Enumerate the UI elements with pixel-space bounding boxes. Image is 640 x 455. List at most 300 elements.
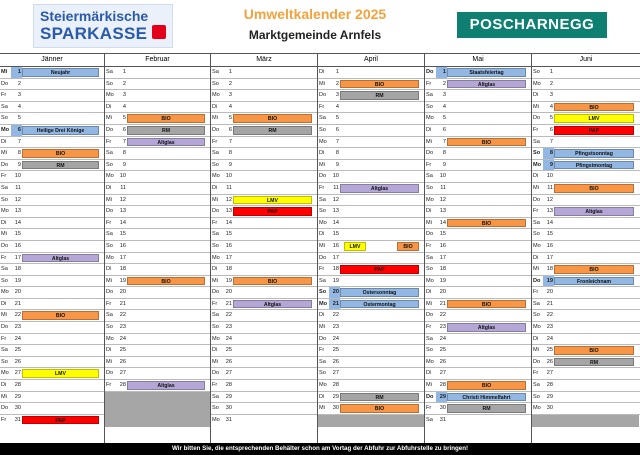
day-row [211,322,317,334]
weekday-label: Do [426,393,434,400]
day-number: 27 [119,370,126,377]
day-number: 11 [440,184,446,191]
day-number: 14 [119,219,126,226]
weekday-label: Di [106,347,112,354]
day-number: 29 [332,393,339,400]
day-row [211,334,317,346]
weekday-label: Mi [533,266,539,273]
event-bio: BIO [233,114,312,123]
day-row [105,148,210,160]
day-row [211,299,317,311]
day-row [105,137,210,149]
day-number: 7 [442,138,446,145]
day-number: 26 [439,358,446,365]
weekday-label: So [106,242,113,249]
day-number: 8 [442,150,446,157]
weekday-label: Mi [319,161,325,168]
day-number: 22 [546,312,553,319]
day-row [105,241,210,253]
weekday-label: So [533,69,540,75]
event-holiday: Heilige Drei Könige [22,126,99,135]
weekday-label: So [212,405,219,412]
event-holiday: Ostersonntag [340,288,419,297]
bank-name-line2: SPARKASSE [40,24,148,43]
weekday-label: Sa [533,300,540,307]
day-number: 15 [546,231,553,238]
day-number: 6 [122,126,126,133]
day-number: 3 [549,92,553,99]
weekday-label: So [533,231,540,238]
day-row [318,102,424,114]
day-number: 28 [332,382,339,389]
day-number: 28 [546,382,553,389]
weekday-label: Mi [533,184,539,191]
day-number: 8 [17,150,21,157]
day-number: 31 [225,416,232,423]
day-number: 9 [228,161,232,168]
month-column [532,54,640,444]
day-number: 22 [14,312,21,319]
event-lmv: LMV [344,242,366,251]
day-number: 17 [439,254,446,261]
weekday-label: Di [533,173,539,180]
day-number: 26 [546,358,553,365]
day-number: 1 [335,69,339,75]
event-bio: BIO [340,404,419,413]
empty-days-filler [532,415,639,427]
day-row [532,218,640,230]
weekday-label: Mi [106,358,112,365]
weekday-label: Mo [533,242,541,249]
day-number: 20 [225,289,232,296]
day-row [425,357,531,369]
weekday-label: Fr [319,184,325,191]
day-row [105,171,210,183]
day-row [211,79,317,91]
day-row [318,253,424,265]
day-row [0,195,104,207]
day-row [0,403,104,415]
day-row [105,102,210,114]
day-number: 25 [332,347,339,354]
weekday-label: Do [212,289,220,296]
day-row [0,113,104,125]
sparkasse-logo [33,4,173,48]
day-row [105,195,210,207]
day-row [211,183,317,195]
day-row [532,287,640,299]
day-row [425,276,531,288]
weekday-label: Mo [533,80,541,87]
day-row [532,79,640,91]
day-row [105,90,210,102]
day-number: 4 [228,103,232,110]
day-number: 24 [546,335,553,342]
day-number: 19 [225,277,232,284]
event-holiday: Staatsfeiertag [447,68,526,77]
day-number: 9 [543,160,554,171]
weekday-label: So [426,103,433,110]
event-bio: BIO [447,219,526,228]
event-bio: BIO [554,265,634,274]
day-number: 16 [332,242,339,249]
weekday-label: Fr [212,138,218,145]
day-row [105,125,210,137]
day-number: 21 [14,300,21,307]
day-number: 4 [17,103,21,110]
bank-name-line1: Steiermärkische [40,8,149,24]
day-row [318,264,424,276]
weekday-label: Fr [106,138,112,145]
day-row [425,160,531,172]
day-row [425,334,531,346]
weekday-label: Mo [212,416,220,423]
day-number: 12 [14,196,21,203]
day-row [0,79,104,91]
weekday-label: Di [319,69,325,75]
weekday-label: Di [319,150,325,157]
weekday-label: Fr [426,324,432,331]
day-number: 3 [335,92,339,99]
weekday-label: So [212,161,219,168]
day-number: 30 [225,405,232,412]
day-number: 18 [332,266,339,273]
day-row [318,299,424,311]
weekday-label: Do [426,312,434,319]
day-number: 17 [119,254,126,261]
weekday-label: Do [106,370,114,377]
weekday-label: Sa [426,254,433,261]
day-number: 10 [332,173,339,180]
day-row [425,287,531,299]
weekday-label: Do [319,92,327,99]
weekday-label: So [319,370,326,377]
event-bio: BIO [127,277,205,286]
day-row [318,380,424,392]
weekday-label: Fr [319,266,325,273]
weekday-label: Mi [106,115,112,122]
day-number: 13 [225,208,232,215]
weekday-label: Mo [426,277,434,284]
day-row [211,241,317,253]
day-number: 20 [439,289,446,296]
day-number: 25 [439,347,446,354]
event-rm: RM [22,161,99,170]
weekday-label: Di [212,103,218,110]
weekday-label: Sa [426,416,433,423]
weekday-label: Mo [426,196,434,203]
weekday-label: So [1,277,8,284]
day-number: 8 [122,150,126,157]
day-number: 12 [546,196,553,203]
day-row [532,322,640,334]
day-number: 16 [439,242,446,249]
event-lmv: LMV [554,114,634,123]
day-row [105,287,210,299]
day-number: 28 [439,382,446,389]
weekday-label: Fr [426,80,432,87]
weekday-label: Sa [1,347,8,354]
day-number: 27 [439,370,446,377]
day-number: 30 [14,405,21,412]
day-number: 25 [14,347,21,354]
day-number: 14 [546,219,553,226]
event-pap: PAP [22,416,99,425]
day-row [0,310,104,322]
weekday-label: Mi [1,150,7,157]
sparkasse-s-icon [152,25,166,39]
day-row [318,334,424,346]
day-row [211,137,317,149]
day-number: 30 [546,405,553,412]
day-number: 2 [335,80,339,87]
day-number: 6 [228,126,232,133]
empty-days-filler [318,415,424,427]
event-altglas: Altglas [340,184,419,193]
day-number: 24 [332,335,339,342]
day-row [532,113,640,125]
weekday-label: Sa [212,393,219,400]
day-row [425,67,531,79]
weekday-label: So [212,324,219,331]
day-row [105,264,210,276]
day-row [105,253,210,265]
day-row [0,171,104,183]
weekday-label: Di [106,266,112,273]
weekday-label: Fr [212,219,218,226]
weekday-label: Do [533,196,541,203]
day-row [318,113,424,125]
day-row [532,229,640,241]
day-number: 10 [439,173,446,180]
weekday-label: Mo [212,254,220,261]
day-number: 5 [122,115,126,122]
day-row [425,345,531,357]
day-row [105,183,210,195]
day-number: 21 [119,300,126,307]
day-row [211,310,317,322]
weekday-label: Sa [212,231,219,238]
day-number: 8 [228,150,232,157]
day-row [105,160,210,172]
day-number: 1 [122,69,126,75]
day-row [425,415,531,427]
day-row [105,368,210,380]
day-row [318,322,424,334]
weekday-label: Fr [426,405,432,412]
day-row [532,253,640,265]
day-number: 7 [335,138,339,145]
weekday-label: So [426,266,433,273]
day-number: 3 [17,92,21,99]
event-pap: PAP [233,207,312,216]
day-row [0,357,104,369]
day-number: 24 [439,335,446,342]
weekday-label: Mi [1,393,7,400]
weekday-label: Mo [533,324,541,331]
day-row [532,345,640,357]
event-bio: BIO [554,184,634,193]
weekday-label: Di [426,208,432,215]
weekday-label: Do [319,254,327,261]
day-number: 14 [14,219,21,226]
day-number: 3 [228,92,232,99]
day-number: 1 [549,69,553,75]
weekday-label: Sa [426,335,433,342]
day-number: 28 [225,382,232,389]
day-number: 21 [225,300,232,307]
day-row [105,79,210,91]
weekday-label: Fr [319,347,325,354]
day-row [0,334,104,346]
weekday-label: Do [106,126,114,133]
day-row [425,241,531,253]
day-row [211,218,317,230]
day-number: 10 [119,173,126,180]
day-row [532,310,640,322]
day-row [0,160,104,172]
day-number: 21 [329,299,340,310]
day-row [318,310,424,322]
day-number: 11 [15,184,21,191]
day-row [211,357,317,369]
weekday-label: Di [319,231,325,238]
day-number: 29 [546,393,553,400]
day-row [532,160,640,172]
day-number: 20 [14,289,21,296]
event-rm: RM [447,404,526,413]
day-row [0,299,104,311]
day-row [0,345,104,357]
day-row [532,276,640,288]
weekday-label: Fr [106,300,112,307]
day-number: 25 [225,347,232,354]
day-number: 14 [332,219,339,226]
day-number: 12 [225,196,232,203]
weekday-label: Mi [426,300,432,307]
weekday-label: Do [1,324,9,331]
weekday-label: Mo [1,289,9,296]
event-rm: RM [554,358,634,367]
day-number: 23 [546,324,553,331]
weekday-label: Mo [533,405,541,412]
weekday-label: Mo [1,208,9,215]
day-row [0,125,104,137]
weekday-label: Mi [319,80,325,87]
event-altglas: Altglas [554,207,634,216]
weekday-label: Mo [1,126,10,133]
day-number: 7 [17,138,21,145]
day-number: 27 [225,370,232,377]
day-row [211,392,317,404]
month-name: März [211,54,317,67]
day-row [105,310,210,322]
day-row [532,195,640,207]
day-row [425,310,531,322]
weekday-label: Mi [106,277,112,284]
weekday-label: Do [533,115,541,122]
day-row [0,241,104,253]
day-row [425,299,531,311]
day-row [425,171,531,183]
day-row [318,171,424,183]
day-number: 3 [122,92,126,99]
poscharnegg-logo: POSCHARNEGG [457,12,607,38]
weekday-label: Sa [212,150,219,157]
month-name: Mai [425,54,531,67]
month-column [425,54,532,444]
day-row [425,79,531,91]
day-number: 20 [119,289,126,296]
day-row [0,206,104,218]
weekday-label: So [212,242,219,249]
weekday-label: Di [533,335,539,342]
day-row [318,357,424,369]
day-number: 27 [332,370,339,377]
weekday-label: Do [533,358,541,365]
weekday-label: Do [1,405,9,412]
day-number: 9 [17,161,21,168]
day-row [425,195,531,207]
weekday-label: Fr [319,103,325,110]
weekday-label: Mo [426,358,434,365]
day-row [318,148,424,160]
day-row [532,102,640,114]
event-holiday: Neujahr [22,68,99,77]
day-row [318,67,424,79]
weekday-label: Mi [426,138,432,145]
day-number: 18 [546,266,553,273]
day-row [318,79,424,91]
weekday-label: Di [106,103,112,110]
day-number: 20 [329,287,340,298]
day-number: 20 [546,289,553,296]
weekday-label: Di [1,219,7,226]
day-number: 26 [119,358,126,365]
weekday-label: Di [1,138,7,145]
day-row [105,322,210,334]
day-row [318,287,424,299]
day-number: 15 [225,231,232,238]
weekday-label: Fr [1,173,7,180]
day-row [318,241,424,253]
day-number: 11 [226,184,232,191]
month-column [318,54,425,444]
day-row [105,299,210,311]
day-row [425,218,531,230]
day-number: 22 [332,312,339,319]
day-row [425,322,531,334]
weekday-label: Mo [106,335,114,342]
day-number: 16 [14,242,21,249]
day-row [105,380,210,392]
day-number: 7 [228,138,232,145]
day-number: 18 [439,266,446,273]
weekday-label: Fr [426,161,432,168]
day-row [532,183,640,195]
weekday-label: Mi [212,358,218,365]
day-number: 27 [14,370,21,377]
day-row [105,345,210,357]
day-row [211,253,317,265]
event-lmv: LMV [233,196,312,205]
weekday-label: Fr [533,126,539,133]
day-row [0,368,104,380]
day-row [425,380,531,392]
event-bio: BIO [397,242,419,251]
day-row [211,403,317,415]
day-number: 13 [546,208,553,215]
